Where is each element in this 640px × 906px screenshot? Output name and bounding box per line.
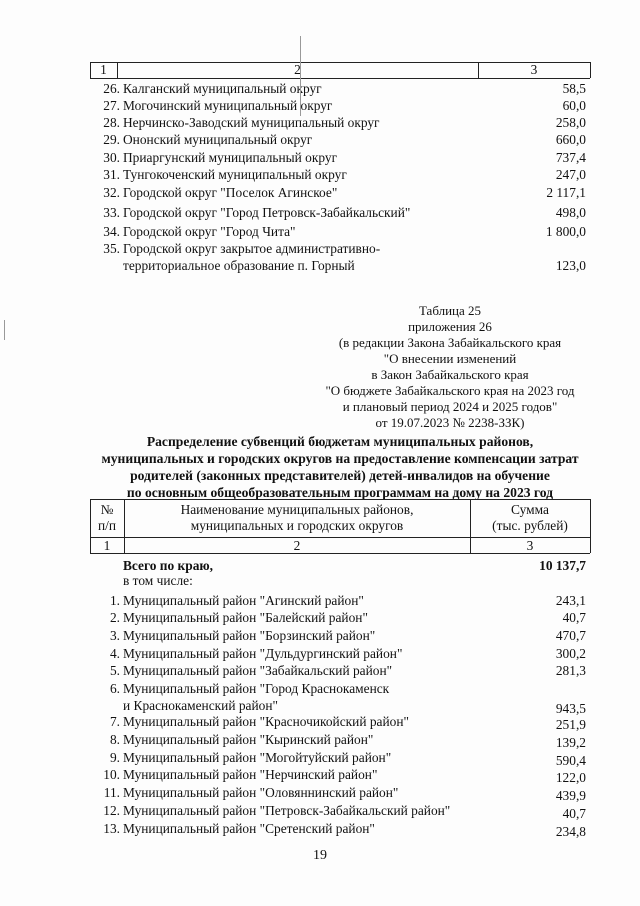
table-row: 11. Муниципальный район "Оловяннинский район" 439,9 <box>103 785 586 803</box>
including-label: в том числе: <box>123 573 193 588</box>
table-row-continuation: и Краснокаменский район" 943,5 <box>123 698 586 716</box>
top-table-index-1: 1 <box>100 62 107 77</box>
table-row: 27. Могочинский муниципальный округ 60,0 <box>103 98 586 113</box>
table-row: 28. Нерчинско-Заводский муниципальный округ 258,0 <box>103 115 586 130</box>
table-row: 12. Муниципальный район "Петровск-Забайкальский район" 40,7 <box>103 803 586 821</box>
column-number-header: № <box>100 502 114 517</box>
total-row: Всего по краю, 10 137,7 <box>123 558 586 573</box>
table-row: 26. Калганский муниципальный округ 58,5 <box>103 81 586 96</box>
document-page: 1 2 3 26. Калганский муниципальный округ 58,5 27. Могочинский муниципальный округ 60,0 28. Нерчинско-Заводский муниципальный округ 258,0 29. Ононский муниципальный округ 660,0 30. Приаргунский муниципальный округ 737,4 31. Тунгокоченский муниципальный округ 247,0 32. Городской округ "Поселок Агинское" 2 117,1 33. Городской округ "Город Петровск-Забайкальский" 498,0 34. Городской округ "Город Чита" 1 800,0 35. Городской округ закрытое административно- территориальное образование п. Горный 123,0 Таблица 25 приложения 26 (в редакции Закона Забайкальского края "О внесении изменений в Закон Забайкальского края "О бюджете Забайкальского края на 2023 год и плановый период 2024 и 2025 годов" от 19.07.2023 № 2238-ЗЗК) Распределение субвенций бюджетам муниципальных районов, муниципальных и городских округов на предоставление компенсации затрат родителей (законных представителей) детей-инвалидов на обучение по основным общеобразовательным программам на дому на 2023 год № п/п Наименование муниципальных районов, муниципальных и городских округов Сумма (тыс. рублей) 1 2 3 Всего по краю, 10 137,7 в том числе: 1. Муниципальный район "Агинский район" 243,1 2. Муниципальный район "Балейский район" 40,7 3. Муниципальный район "Борзинский район" 470,7 4. Муниципальный район "Дульдургинский район" 300,2 5. Муниципальный район "Забайкальский район" 281,3 6. Муниципальный район "Город Краснокаменск и Краснокаменский район" 943,5 7. Муниципальный район "Красночикойский район" 251,9 8. Муниципальный район "Кыринский район" 139,2 9. Муниципальный район "Могойтуйский район" 590,4 10. Муниципальный район "Нерчинский район" 122,0 11. Муниципальный район "Оловяннинский район" 439,9 12. Муниципальный район "Петровск-Забайкальский район" 40,7 13. Муниципальный район "Сретенский район" 234,8 19 <box>0 0 640 906</box>
column-name-header: Наименование муниципальных районов, <box>180 502 414 517</box>
scan-artifact-mark <box>4 320 5 340</box>
column-sum-header-2: (тыс. рублей) <box>492 518 568 533</box>
table-row: 10. Муниципальный район "Нерчинский район" 122,0 <box>103 767 586 785</box>
scan-artifact-line <box>300 36 301 116</box>
column-index-3: 3 <box>526 538 534 553</box>
top-table-index-2: 2 <box>294 62 301 77</box>
column-number-header-2: п/п <box>97 518 117 533</box>
table-row: 35. Городской округ закрытое административно- <box>103 241 381 256</box>
column-index-1: 1 <box>103 538 111 553</box>
table-row: 4. Муниципальный район "Дульдургинский район" 300,2 <box>109 646 586 661</box>
table-row: 30. Приаргунский муниципальный округ 737,4 <box>103 150 586 165</box>
table-row: 8. Муниципальный район "Кыринский район" 139,2 <box>109 732 586 750</box>
table-row: 32. Городской округ "Поселок Агинское" 2 117,1 <box>103 185 586 200</box>
page-number: 19 <box>313 848 327 863</box>
column-index-2: 2 <box>293 538 301 553</box>
table-row: 31. Тунгокоченский муниципальный округ 247,0 <box>103 167 586 182</box>
table-row: 34. Городской округ "Город Чита" 1 800,0 <box>103 224 586 239</box>
table-row: 33. Городской округ "Город Петровск-Забайкальский" 498,0 <box>103 205 586 220</box>
top-table-index-3: 3 <box>530 62 538 77</box>
table-row: 6. Муниципальный район "Город Краснокаменск <box>109 681 390 696</box>
table-row: 3. Муниципальный район "Борзинский район" 470,7 <box>109 628 586 643</box>
table-row: 7. Муниципальный район "Красночикойский район" 251,9 <box>109 714 586 732</box>
table-row: 9. Муниципальный район "Могойтуйский район" 590,4 <box>109 750 586 768</box>
table-row: 13. Муниципальный район "Сретенский район" 234,8 <box>103 821 586 839</box>
table-row: 29. Ононский муниципальный округ 660,0 <box>103 132 586 147</box>
column-sum-header: Сумма <box>511 502 549 517</box>
table-row: 2. Муниципальный район "Балейский район" 40,7 <box>109 610 586 625</box>
table-row: 1. Муниципальный район "Агинский район" 243,1 <box>109 593 586 608</box>
column-name-header-2: муниципальных и городских округов <box>190 518 404 533</box>
table-row-continuation: территориальное образование п. Горный 123,0 <box>123 258 586 273</box>
table-row: 5. Муниципальный район "Забайкальский район" 281,3 <box>109 663 586 678</box>
